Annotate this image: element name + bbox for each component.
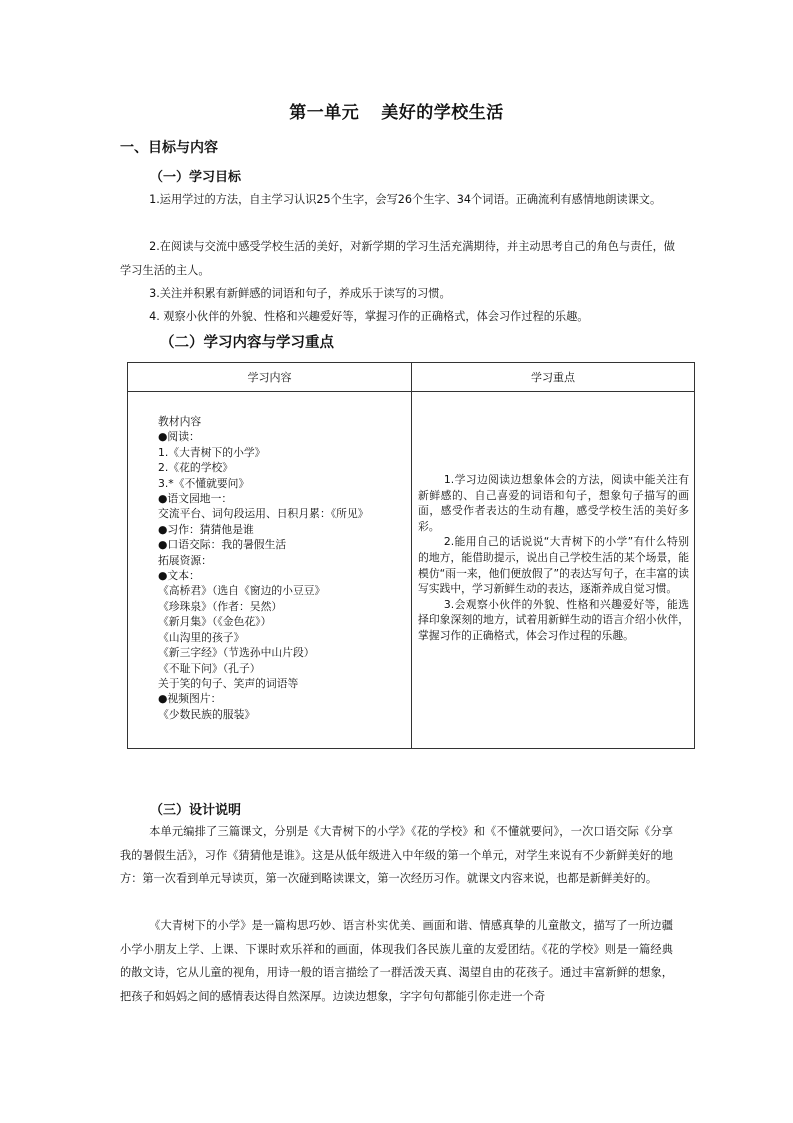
subheading-design-notes: （三）设计说明	[150, 803, 242, 818]
content-line: 2.《花的学校》	[158, 461, 234, 475]
content-line: 《珍珠泉》（作者：吴然）	[158, 599, 283, 613]
header-focus: 学习重点	[412, 363, 695, 392]
content-line: ●视频图片：	[158, 692, 222, 706]
content-line: 《山沟里的孩子》	[158, 630, 245, 644]
content-line: 关于笑的句子、笑声的词语等	[158, 676, 299, 690]
content-line: ●阅读：	[158, 430, 200, 444]
section-heading-goals-content: 一、目标与内容	[120, 140, 218, 156]
content-line: ●口语交际：我的暑假生活	[158, 538, 287, 552]
content-line: 《新月集》（《金色花》）	[158, 615, 272, 629]
content-line: ●文本：	[158, 569, 200, 583]
content-line: 《新三字经》（节选孙中山片段）	[158, 646, 315, 660]
focus-paragraph-2: 2.能用自己的话说说“大青树下的小学”有什么特别的地方，能借助提示，说出自己学校生活的某个场景，能模仿“雨一来，他们便放假了”的表达写句子，在丰富的读写实践中，学习新鲜生动的表达，逐渐养成自觉习惯。	[418, 535, 689, 596]
design-paragraph-1: 本单元编排了三篇课文，分别是《大青树下的小学》《花的学校》和《不懂就要问》，一次口语交际《分享我的暑假生活》，习作《猜猜他是谁》。这是从低年级进入中年级的第一个单元，对学生来说有不少新鲜美好的地方：第一次看到单元导读页，第一次碰到略读课文，第一次经历习作。就课文内容来说，也都是新鲜美好的。	[120, 825, 673, 885]
title-unit: 第一单元	[289, 103, 360, 123]
goal-paragraph-4: 4. 观察小伙伴的外貌、性格和兴趣爱好等，掌握习作的正确格式，体会习作过程的乐趣。	[149, 310, 589, 323]
content-line: 交流平台、词句段运用、日积月累：《所见》	[158, 507, 369, 521]
subheading-learning-goals: （一）学习目标	[150, 170, 242, 185]
goal-paragraph-2: 2.在阅读与交流中感受学校生活的美好，对新学期的学习生活充满期待，并主动思考自己的角色与责任，做学习生活的主人。	[120, 240, 675, 277]
title-theme: 美好的学校生活	[381, 103, 504, 123]
focus-paragraph-3: 3.会观察小伙伴的外貌、性格和兴趣爱好等，能选择印象深刻的地方，试着用新鲜生动的语言介绍小伙伴，掌握习作的正确格式，体会习作过程的乐趣。	[418, 597, 689, 642]
goal-paragraph-1: 1.运用学过的方法，自主学习认识25个生字，会写26个生字、34个词语。正确流利有感情地朗读课文。	[149, 193, 662, 206]
subheading-content-focus: （二）学习内容与学习重点	[160, 335, 334, 351]
header-content: 学习内容	[128, 363, 412, 392]
content-line: 《高桥君》（选自《窗边的小豆豆》	[158, 584, 326, 598]
content-line: 《不耻下问》（孔子）	[158, 661, 261, 675]
content-line: 拓展资源：	[158, 553, 212, 567]
content-line: 教材内容	[158, 415, 202, 428]
content-cell	[128, 392, 412, 749]
content-line: ●语文园地一：	[158, 492, 233, 506]
goal-paragraph-3: 3.关注并积累有新鲜感的词语和句子，养成乐于读写的习惯。	[149, 287, 451, 300]
content-focus-table	[127, 362, 695, 749]
focus-cell	[412, 392, 695, 749]
table-header-row	[128, 363, 695, 392]
content-line: 《少数民族的服装》	[158, 707, 256, 721]
table-body-row	[128, 392, 695, 749]
content-line: 1.《大青树下的小学》	[158, 445, 266, 459]
focus-paragraph-1: 1.学习边阅读边想象体会的方法，阅读中能关注有新鲜感的、自己喜爱的词语和句子，想象句子描写的画面，感受作者表达的生动有趣，感受学校生活的美好多彩。	[418, 473, 689, 533]
content-line: 3.*《不懂就要问》	[158, 476, 250, 490]
design-paragraph-2: 《大青树下的小学》是一篇构思巧妙、语言朴实优美、画面和谐、情感真挚的儿童散文，描写了一所边疆小学小朋友上学、上课、下课时欢乐祥和的画面，体现我们各民族儿童的友爱团结。《花的学校》则是一篇经典的散文诗，它从儿童的视角，用诗一般的语言描绘了一群活泼天真、渴望自由的花孩子。通过丰富新鲜的想象，把孩子和妈妈之间的感情表达得自然深厚。边读边想象，字字句句都能引你走进一个奇	[120, 919, 673, 1003]
content-line: ●习作：猜猜他是谁	[158, 522, 254, 536]
page-title	[0, 98, 793, 123]
